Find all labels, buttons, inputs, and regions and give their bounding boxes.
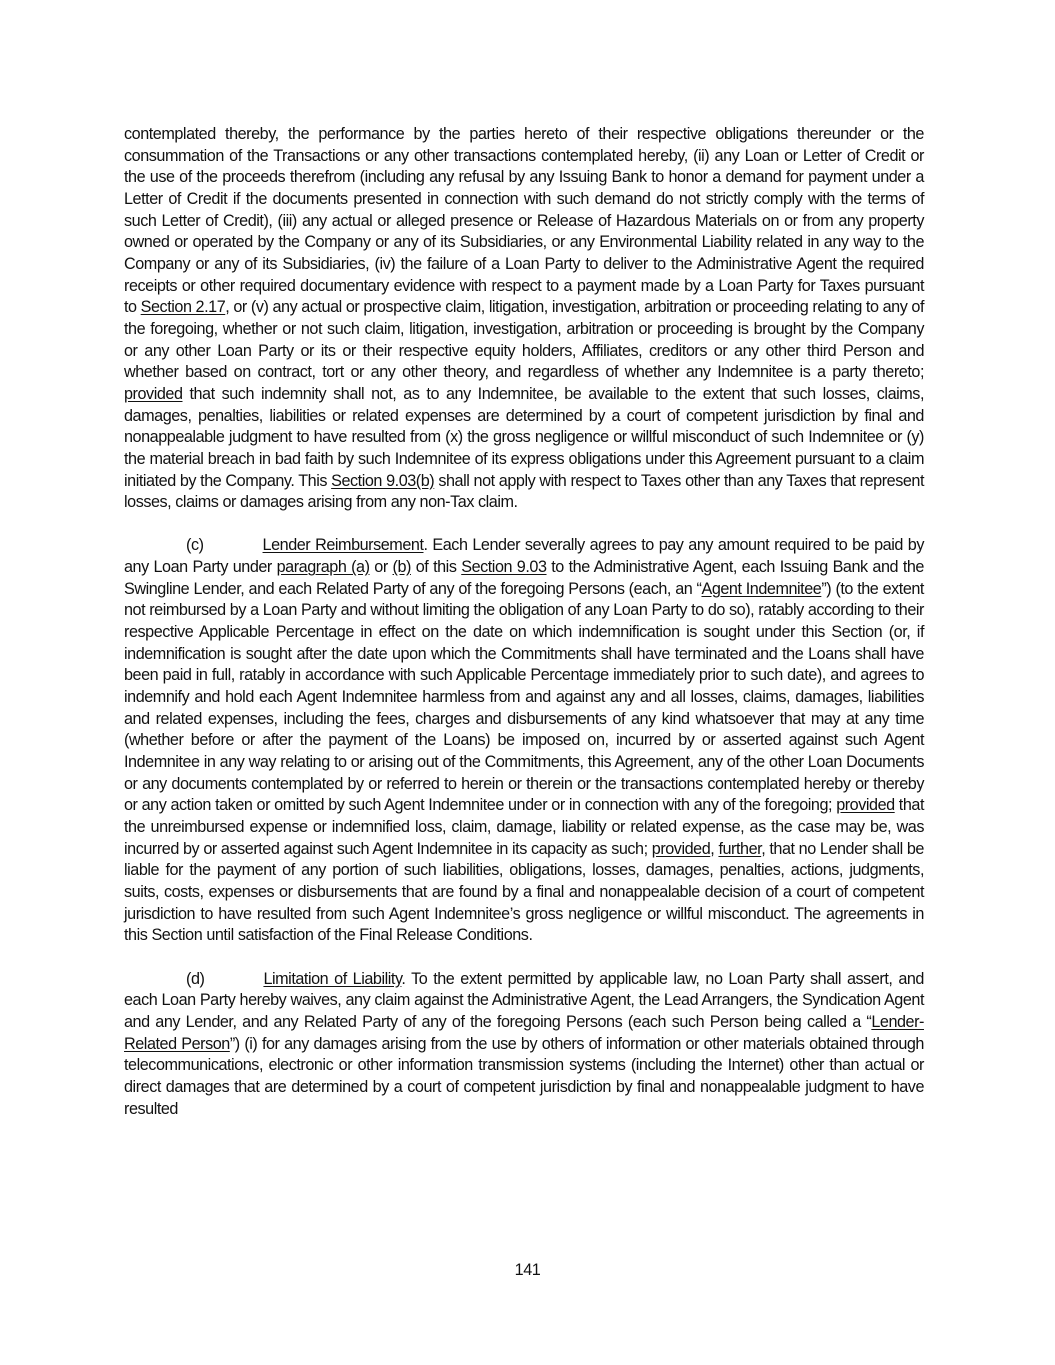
- text-run: that such indemnity shall not, as to any Indemnitee, be available to the extent that such losses, claims, damages, penalties, liabilities or related expenses are determined by a court of competent jurisdiction by final and nonappealable judgment to have resulted from (x) the gross negligence or willful misconduct of such Indemnitee or (y) the material breach in bad faith by such Indemnitee of its express obligations under this Agreement pursuant to a claim initiated by the Company. This: [124, 384, 924, 490]
- text-run: ,: [710, 839, 719, 858]
- clause-label: (c): [186, 536, 204, 555]
- clause-heading: Lender Reimbursement: [262, 536, 424, 555]
- provided-term: provided: [836, 796, 895, 815]
- paragraph-lender-reimbursement: [124, 535, 924, 946]
- text-run: ”) (to the extent not reimbursed by a Loan Party and without limiting the obligation of any Loan Party to do so), ratably according to their respective Applicable Percentage in effect on the date on which indemnification is sought under this Section (or, if indemnification is sought after the date upon which the Commitments shall have terminated and the Loans shall have been paid in full, ratably in accordance with such Applicable Percentage immediately prior to such date), and agrees to indemnify and hold each Agent Indemnitee harmless from and against any and all losses, claims, damages, liabilities and related expenses, including the fees, charges and disbursements of any kind whatsoever that may at any time (whether before or after the payment of the Loans) be imposed on, incurred by or asserted against such Agent Indemnitee in any way relating to or arising out of the Commitments, this Agreement, any of the other Loan Documents or any documents contemplated by or referred to herein or therein or the transactions contemplated hereby or thereby or any action taken or omitted by such Agent Indemnitee under or in connection with any of the foregoing;: [124, 579, 924, 815]
- defined-term: Agent Indemnitee: [701, 579, 822, 598]
- text-run: contemplated thereby, the performance by the parties hereto of their respective obligations thereunder or the consummation of the Transactions or any other transactions contemplated hereby, (ii) any Loan or Letter of Credit or the use of the proceeds therefrom (including any refusal by any Issuing Bank to honor a demand for payment under a Letter of Credit if the documents presented in connection with such demand do not strictly comply with the terms of such Letter of Credit), (iii) any actual or alleged presence or Release of Hazardous Materials on or from any property owned or operated by the Company or any of its Subsidiaries, or any Environmental Liability related in any way to the Company or any of its Subsidiaries, (iv) the failure of a Loan Party to deliver to the Administrative Agent the required receipts or other required documentary evidence with respect to a payment made by a Loan Party for Taxes pursuant to: [124, 125, 924, 317]
- defined-term: Lender-Related Person: [124, 1012, 924, 1053]
- text-run: , that no Lender shall be liable for the payment of any portion of such liabilities, obligations, losses, damages, penalties, actions, judgments, suits, costs, expenses or disbursements that are found by a final and nonappealable decision of a court of competent jurisdiction to have resulted from such Agent Indemnitee’s gross negligence or willful misconduct. The agreements in this Section until satisfaction of the Final Release Conditions.: [124, 839, 924, 945]
- paragraph-reference: (b): [392, 558, 411, 577]
- text-run: of this: [410, 558, 462, 577]
- text-run: shall not apply with respect to Taxes other than any Taxes that represent losses, claims or damages arising from any non-Tax claim.: [124, 471, 925, 512]
- clause-label: (d): [186, 969, 205, 988]
- provided-term: provided: [651, 839, 711, 858]
- clause-heading: Limitation of Liability: [263, 969, 402, 988]
- text-run: . To the extent permitted by applicable law, no Loan Party shall assert, and each Loan Party hereby waives, any claim against the Administrative Agent, the Lead Arrangers, the Syndication Agent and any Lender, and any Related Party of any of the foregoing Persons (each such Person being called a “: [124, 969, 924, 1031]
- text-run: or: [369, 558, 393, 577]
- text-run: ”) (i) for any damages arising from the use by others of information or other materials obtained through telecommunications, electronic or other information transmission systems (including the Internet) other than actual or direct damages that are determined by a court of competent jurisdiction by final and nonappealable judgment to have resulted: [124, 1034, 924, 1118]
- paragraph-indemnity-continuation: [124, 124, 924, 514]
- text-run: . Each Lender severally agrees to pay any amount required to be paid by any Loan Party under: [124, 536, 924, 577]
- page-number: 141: [514, 1261, 541, 1279]
- text-run: to the Administrative Agent, each Issuing Bank and the Swingline Lender, and each Related Party of any of the foregoing Persons (each, an “: [124, 558, 924, 598]
- further-term: further: [718, 839, 762, 858]
- section-reference: Section 9.03: [461, 558, 547, 577]
- text-run: that the unreimbursed expense or indemnified loss, claim, damage, liability or related expense, as the case may be, was incurred by or asserted against such Agent Indemnitee in its capacity as such;: [124, 796, 925, 858]
- provided-term: provided: [124, 384, 183, 403]
- section-reference: Section 9.03(b): [331, 471, 435, 490]
- text-run: , or (v) any actual or prospective claim, litigation, investigation, arbitration or proceeding relating to any of the foregoing, whether or not such claim, litigation, investigation, arbitration or proceeding is brought by the Company or any other Loan Party or its or their respective equity holders, Affiliates, creditors or any other third Person and whether based on contract, tort or any other theory, and regardless of whether any Indemnitee is a party thereto;: [124, 298, 924, 382]
- section-reference: Section 2.17: [140, 298, 226, 317]
- document-body: [124, 124, 924, 1120]
- paragraph-reference: paragraph (a): [276, 558, 370, 577]
- paragraph-limitation-of-liability: [124, 969, 924, 1121]
